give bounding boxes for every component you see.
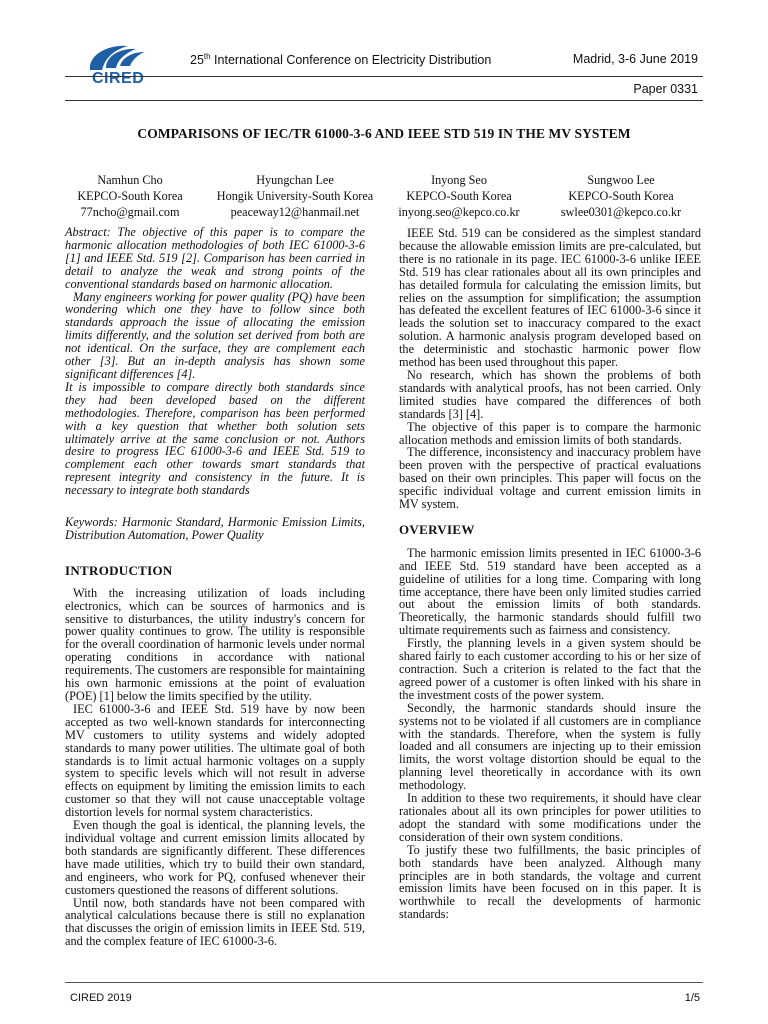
overview-heading: OVERVIEW — [399, 521, 475, 537]
paper-number-divider — [65, 100, 703, 101]
left-column — [65, 226, 365, 948]
introduction-heading: INTRODUCTION — [65, 562, 173, 578]
conference-date: Madrid, 3-6 June 2019 — [572, 52, 698, 66]
body-paragraph: Even though the goal is identical, the planning levels, the individual voltage and current emission limits allocated by both standards are significantly different. These differences have made utilities, which try to build their own standard, and engineers, who work for PQ, confused whenever their customers questioned the reasons of different solutions. — [65, 818, 365, 897]
body-paragraph: IEC 61000-3-6 and IEEE Std. 519 have by now been accepted as two well-known standards for interconnecting MV customers to utility systems and widely adopted standards to many power utilities. The ultimate goal of both standards is to limit actual harmonic voltages on a supply system to specific levels which will not result in adverse effects on equipment by limiting the emission limits to each customer so that they will not cause unacceptable voltage distortion levels for normal system characteristics. — [65, 701, 365, 820]
abstract-paragraph: Abstract: The objective of this paper is to compare the harmonic allocation methodologies of both IEC 61000-3-6 [1] and IEEE Std. 519 [2]. Comparison has been carried in detail to analyze the weak and strong points of the conventional standards based on harmonic allocation. — [65, 225, 365, 291]
svg-text:CIRED: CIRED — [92, 70, 145, 86]
author-email: peaceway12@hanmail.net — [230, 205, 360, 220]
author-affiliation: KEPCO-South Korea — [568, 189, 674, 204]
author-affiliation: KEPCO-South Korea — [406, 189, 512, 204]
author-affiliation: KEPCO-South Korea — [77, 189, 183, 204]
body-paragraph: Firstly, the planning levels in a given system should be shared fairly to each customer according to his or her size of contraction. Such a criterion is related to the fact that the agreed power of a customer is often linked with his share in the investment costs of the power system. — [399, 636, 701, 702]
conference-title: 25th International Conference on Electricity Distribution — [190, 52, 492, 68]
keywords: Keywords: Harmonic Standard, Harmonic Emission Limits, Distribution Automation, Power Quality — [65, 515, 365, 542]
author-email: inyong.seo@kepco.co.kr — [398, 205, 520, 220]
paper-number: Paper 0331 — [633, 82, 698, 96]
footer-divider — [65, 982, 703, 983]
author-name: Inyong Seo — [431, 173, 487, 187]
body-paragraph: The harmonic emission limits presented in IEC 61000-3-6 and IEEE Std. 519 standard have been accepted as a guideline of utilities for a long time. Comparing with long time acceptance, there have been only limited studies carried out about the emission limits of both standards. Theoretically, the harmonic standards should fulfill two ultimate requirements such as fairness and consistency. — [399, 545, 701, 638]
author-name: Sungwoo Lee — [587, 173, 655, 187]
author-name: Namhun Cho — [97, 173, 163, 187]
author-email: swlee0301@kepco.co.kr — [560, 205, 682, 220]
body-paragraph: To justify these two fulfillments, the basic principles of both standards have been analyzed. Although many principles are in both standards, the voltage and current emission limits have been focused on in this paper. It is worthwhile to recall the developments of harmonic standards: — [399, 842, 701, 922]
author-affiliation: Hongik University-South Korea — [216, 189, 374, 204]
abstract-paragraph: It is impossible to compare directly both standards since they had been developed based on the different methodologies. Therefore, comparison has been performed with a key question that whether both solution sets ultimately arrive at the same conclusion or not. Authors desire to progress IEC 61000-3-6 and IEEE Std. 519 to complement each other towards smart standards that represent integrity and consistency in the future. It is necessary to integrate both standards — [65, 379, 365, 498]
body-paragraph: With the increasing utilization of loads including electronics, which can be sources of harmonics and is sensitive to disturbances, the utility industry's concern for power quality continues to grow. The utility is responsible for the overall coordination of harmonic levels under normal operating conditions in accordance with national requirements. The customers are responsible for maintaining his own harmonic emissions at the point of evaluation (POE) [1] below the limits specified by the utility. — [65, 585, 365, 703]
body-paragraph: IEEE Std. 519 can be considered as the simplest standard because the allowable emission limits are pre-calculated, but there is no rationale in its page. IEC 61000-3-6 unlike IEEE Std. 519 has clear rationales about all its own principles and has detailed formula for calculating the emission limits, but relies on the assumption for simplification; the assumption has defeated the excellent features of IEC 61000-3-6 since it leads the solution set to inaccuracy compared to the exact solution. A harmonic analysis program developed based on the deterministic and stochastic harmonic power flow method has been used throughout this paper. — [399, 226, 701, 370]
body-paragraph: No research, which has shown the problems of both standards with analytical proofs, has not been carried. Only limited studies have compared the differences of both standards [3] [4]. — [399, 367, 701, 421]
body-paragraph: The difference, inconsistency and inaccuracy problem have been proven with the perspective of practical evaluations based on their own principles. This paper will focus on the specific individual voltage and current emission limits in MV system. — [399, 445, 701, 512]
cired-logo-graphic — [80, 40, 175, 86]
paper-title: COMPARISONS OF IEC/TR 61000-3-6 AND IEEE STD 519 IN THE MV SYSTEM — [137, 126, 631, 141]
body-paragraph: The objective of this paper is to compare the harmonic allocation methods and emission limits of both standards. — [399, 419, 701, 447]
author-block — [521, 172, 721, 221]
abstract-paragraph: Many engineers working for power quality (PQ) have been wondering which one they have to follow since both standards approach the issue of allocating the emission limits differently, and the solution set derived from both are not identical. On the surface, they are complement each other [3]. But an in-depth analysis has shown some significant differences [4]. — [65, 289, 365, 381]
author-email: 77ncho@gmail.com — [80, 205, 180, 220]
cired-logo — [80, 40, 175, 86]
body-paragraph: Secondly, the harmonic standards should insure the systems not to be violated if all customers are in compliance with the standards. Therefore, when the system is fully loaded and all consumers are injecting up to their emission limits, the worst voltage distortion should be equal to the planning level theoretically in accordance with its own methodology. — [399, 700, 701, 793]
footer-conference: CIRED 2019 — [70, 992, 132, 1004]
header-divider — [65, 76, 703, 77]
body-paragraph: Until now, both standards have not been compared with analytical calculations because there is still no explanation that discusses the origin of emission limits in IEEE Std. 519, and the complex feature of IEC 61000-3-6. — [65, 895, 365, 949]
author-name: Hyungchan Lee — [256, 173, 334, 187]
right-column — [399, 227, 701, 921]
body-paragraph: In addition to these two requirements, it should have clear rationales about all its own principles for power utilities to adopt the standard with some modifications under the consideration of their own system conditions. — [399, 791, 701, 844]
page-number: 1/5 — [684, 992, 700, 1004]
